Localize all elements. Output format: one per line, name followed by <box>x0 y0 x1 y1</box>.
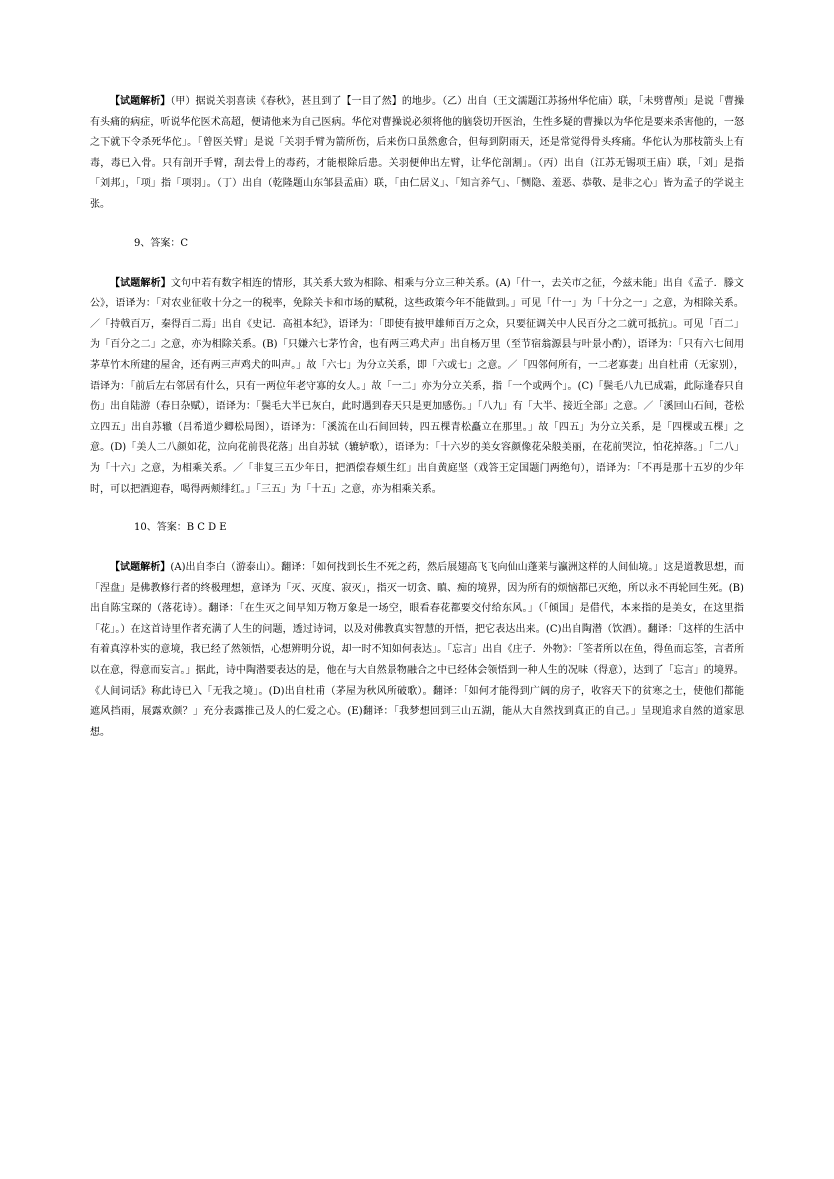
document-page <box>90 92 744 743</box>
answer-10: 10、答案：B C D E <box>134 522 227 534</box>
spacer <box>90 500 744 518</box>
answer-9: 9、答案：C <box>134 237 189 249</box>
spacer <box>90 538 744 558</box>
spacer <box>90 216 744 234</box>
spacer <box>90 254 744 274</box>
explanation-tag: 【试题解析】 <box>110 96 171 107</box>
explanation-text: （甲）据说关羽喜读《春秋》，甚且到了【一目了然】的地步。（乙）出自（王文濡题江苏扬州华佗庙）联，「未劈曹颅」是说「曹操有头痛的病症，听说华佗医术高超，便请他来为自己医病。华佗对曹操说必须将他的脑袋切开医治，生性多疑的曹操以为华佗是要来杀害他的，一怒之下就下令杀死华佗」。「曾医关臂」是说「关羽手臂为箭所伤，后来伤口虽然愈合，但每到阴雨天，还是常觉得骨头疼痛。华佗认为那枝箭头上有毒，毒已入骨。只有剖开手臂，刮去骨上的毒药，才能根除后患。关羽便伸出左臂，让华佗剖割」。（丙）出自（江苏无锡项王庙）联，「刘」是指「刘邦」，「项」指「项羽」。（丁）出自（乾隆题山东邹县孟庙）联，「由仁居义」、「知言养气」、「恻隐、羞恶、恭敬、是非之心」皆为孟子的学说主张。 <box>90 96 744 210</box>
explanation-text: 文句中若有数字相连的情形，其关系大致为相除、相乘与分立三种关系。(A)「什一，去关市之征，今兹未能」出自《孟子．滕文公》，语译为：「对农业征收十分之一的税率，免除关卡和市场的赋税，这些政策今年不能做到。」可见「什一」为「十分之一」之意，为相除关系。／「持戟百万，秦得百二焉」出自《史记．高祖本纪》，语译为：「即使有披甲雄师百万之众，只要征调关中人民百分之二就可抵抗」。可见「百二」为「百分之二」之意，亦为相除关系。(B)「只嫌六七茅竹舍，也有两三鸡犬声」出自杨万里（至节宿翁源县与叶景小酌），语译为：「只有六七间用茅草竹木所建的屋舍，还有两三声鸡犬的叫声。」故「六七」为分立关系，即「六或七」之意。／「四邻何所有，一二老寡妻」出自杜甫（无家别），语译为：「前后左右邻居有什么，只有一两位年老守寡的女人。」故「一二」亦为分立关系，指「一个或两个」。(C)「鬓毛八九已成霜，此际逢春只自伤」出自陆游（春日杂赋），语译为：「鬓毛大半已灰白，此时遇到春天只是更加感伤。」「八九」有「大半、接近全部」之意。／「溪回山石间，苍松立四五」出自苏辙（吕希道少卿松局图），语译为：「溪流在山石间回转，四五棵青松矗立在那里。」故「四五」为分立关系，是「四棵或五棵」之意。(D)「美人二八颜如花，泣向花前畏花落」出自苏轼（辘轳歌），语译为：「十六岁的美女容颜像花朵般美丽，在花前哭泣，怕花掉落。」「二八」为「十六」之意，为相乘关系。／「非复三五少年日，把酒偿春颊生红」出自黄庭坚（戏答王定国题门两绝句），语译为：「不再是那十五岁的少年时，可以把酒迎春，喝得两颊绯红。」「三五」为「十五」之意，亦为相乘关系。 <box>90 277 744 495</box>
explanation-tag: 【试题解析】 <box>110 562 171 574</box>
explanation-paragraph-8 <box>90 92 744 216</box>
explanation-paragraph-10 <box>90 558 744 743</box>
explanation-tag: 【试题解析】 <box>110 277 171 289</box>
explanation-text: (A)出自李白（游泰山）。翻译：「如何找到长生不死之药，然后展翅高飞飞向仙山蓬莱与瀛洲这样的人间仙境。」这是道教思想，而「涅盘」是佛教修行者的终极理想，意译为「灭、灭度、寂灭」，指灭一切贪、瞋、痴的境界，因为所有的烦恼都已灭绝，所以永不再轮回生死。(B)出自陈宝琛的（落花诗）。翻译：「在生灭之间早知万物万象是一场空，眼看春花都要交付给东风。」（「倾国」是借代，本来指的是美女，在这里指「花」。）在这首诗里作者充满了人生的问题，透过诗词，以及对佛教真实智慧的开悟，把它表达出来。(C)出自陶潜（饮酒）。翻译：「这样的生活中有着真淳朴实的意境，我已经了然领悟，心想辨明分说，却一时不知如何表达」。「忘言」出自《庄子．外物》：「筌者所以在鱼，得鱼而忘筌，言者所以在意，得意而妄言。」据此，诗中陶潜要表达的是，他在与大自然景物融合之中已经体会领悟到一种人生的况味（得意），达到了「忘言」的境界。《人间词话》称此诗已入「无我之境」。(D)出自杜甫（茅屋为秋风所破歌）。翻译：「如何才能得到广阔的房子，收容天下的贫寒之士，使他们都能遮风挡雨，展露欢颜？」充分表露推己及人的仁爱之心。(E)翻译：「我梦想回到三山五湖，能从大自然找到真正的自己。」呈现追求自然的道家思想。 <box>90 562 744 738</box>
explanation-paragraph-9 <box>90 274 744 501</box>
